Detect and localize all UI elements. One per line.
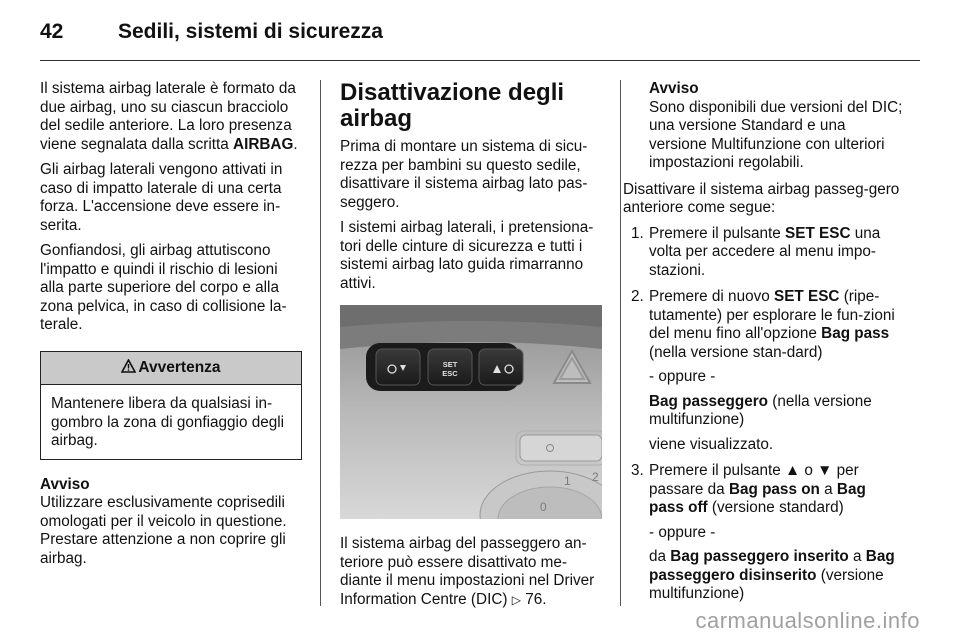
warning-title: Avvertenza: [138, 358, 221, 376]
note-title: Avviso: [40, 475, 90, 493]
photo-button-label-set: SET: [442, 360, 458, 369]
text: Premere di nuovo: [649, 288, 774, 305]
section-heading: Disattivazione degli airbag: [340, 79, 565, 132]
paragraph-intro: Disattivare il sistema airbag passeg-gero anteriore come segue:: [623, 180, 900, 216]
column-divider-1: [320, 80, 321, 606]
menu-value: Bag passeggero inserito: [670, 548, 849, 565]
menu-value: Bag passeggero disinserito: [649, 548, 895, 584]
dashboard-buttons-photo: [340, 305, 602, 519]
text: (ripe-tutamente) per esplorare le fun-zioni del menu fino all'opzione: [649, 288, 895, 342]
watermark: carmanualsonline.info: [695, 608, 920, 633]
page-ref: 76.: [520, 590, 547, 608]
note-block: [623, 80, 903, 173]
note-block: [40, 476, 302, 569]
photo-dial-digit-2: 2: [592, 470, 599, 484]
photo-dial-digit-1: 1: [564, 474, 571, 488]
note-title: Avviso: [649, 80, 699, 97]
text: Il sistema airbag del passeggero an-teriore può essere disattivato me-diante il menu impostazioni nel Driver Information Centre (DIC): [340, 535, 595, 608]
or-separator: - oppure -: [649, 523, 716, 541]
text: Premere il pulsante: [649, 224, 786, 242]
note-body: Sono disponibili due versioni del DIC; una versione Standard e una versione Multifunzione con ulteriori impostazioni regolabili.: [649, 98, 903, 171]
page-title: Sedili, sistemi di sicurezza: [118, 20, 383, 43]
paragraph-inflation: Gonfiandosi, gli airbag attutiscono l'impatto e quindi il rischio di lesioni alla parte superiore del corpo e alla zona pelvica, in caso di collisione la-terale.: [40, 242, 287, 333]
warning-body: Mantenere libera da qualsiasi in-gombro la zona di gonfiaggio degli airbag.: [51, 395, 285, 449]
paragraph-child-seat: Prima di montare un sistema di sicu-rezza per bambini su questo sedile, disattivare il sistema airbag lato pas-seggero.: [340, 138, 588, 211]
text: a: [819, 480, 837, 498]
paragraph-active-systems: I sistemi airbag laterali, i pretensiona-tori delle cinture di sicurezza e tutti i sistemi airbag lato guida rimarranno attivi.: [340, 219, 594, 292]
page-number: 42: [40, 20, 64, 43]
button-name: SET ESC: [785, 224, 851, 242]
column-middle: [340, 80, 602, 616]
text: (versione multifunzione): [649, 566, 884, 602]
warning-header: [41, 352, 301, 386]
step-number: 2.: [631, 288, 644, 305]
step-3: [623, 462, 903, 604]
text: (nella versione multifunzione): [649, 392, 872, 428]
column-divider-2: [620, 80, 621, 606]
menu-value: Bag pass off: [649, 480, 866, 516]
photo-dial-digit-0: 0: [540, 500, 547, 514]
paragraph-activation: Gli airbag laterali vengono attivati in caso di impatto laterale di una certa forza. L'accensione deve essere in-serita.: [40, 161, 283, 234]
menu-option: Bag passeggero: [649, 392, 769, 410]
column-right: [623, 80, 903, 612]
menu-value: Bag pass on: [728, 480, 820, 498]
text: una volta per accedere al menu impo-stazioni.: [649, 224, 881, 279]
page-ref-icon: ▷: [511, 592, 521, 607]
column-left: [40, 80, 302, 568]
text: Il sistema airbag laterale è formato da due airbag, uno su ciascun bracciolo del sedile anteriore. La loro presenza viene segnalata dalla scritta: [40, 80, 296, 153]
text: (nella versione stan-dard): [649, 343, 823, 361]
text: viene visualizzato.: [649, 435, 774, 453]
text: .: [293, 135, 298, 153]
note-body: Utilizzare esclusivamente coprisedili omologati per il veicolo in questione. Prestare attenzione a non coprire gli airbag.: [40, 494, 287, 567]
steps-list: [623, 225, 903, 604]
text: Premere il pulsante ▲ o ▼ per passare da: [649, 462, 859, 498]
step-number: 1.: [631, 224, 644, 242]
paragraph-dic-menu: [340, 535, 602, 609]
button-name: SET ESC: [774, 288, 840, 305]
paragraph-airbag-system: [40, 80, 302, 154]
airbag-label: AIRBAG: [233, 135, 294, 153]
photo-button-label-esc: ESC: [442, 369, 458, 378]
step-number: 3.: [631, 462, 644, 479]
warning-triangle-icon: [121, 359, 136, 376]
or-separator: - oppure -: [649, 368, 716, 385]
text: (versione standard): [707, 499, 844, 516]
text: a: [848, 548, 866, 565]
text: da: [649, 548, 671, 565]
step-2: [623, 288, 903, 454]
warning-box: [40, 351, 302, 460]
menu-option: Bag pass: [821, 325, 890, 342]
step-1: [623, 225, 903, 281]
header-rule: [40, 60, 920, 61]
